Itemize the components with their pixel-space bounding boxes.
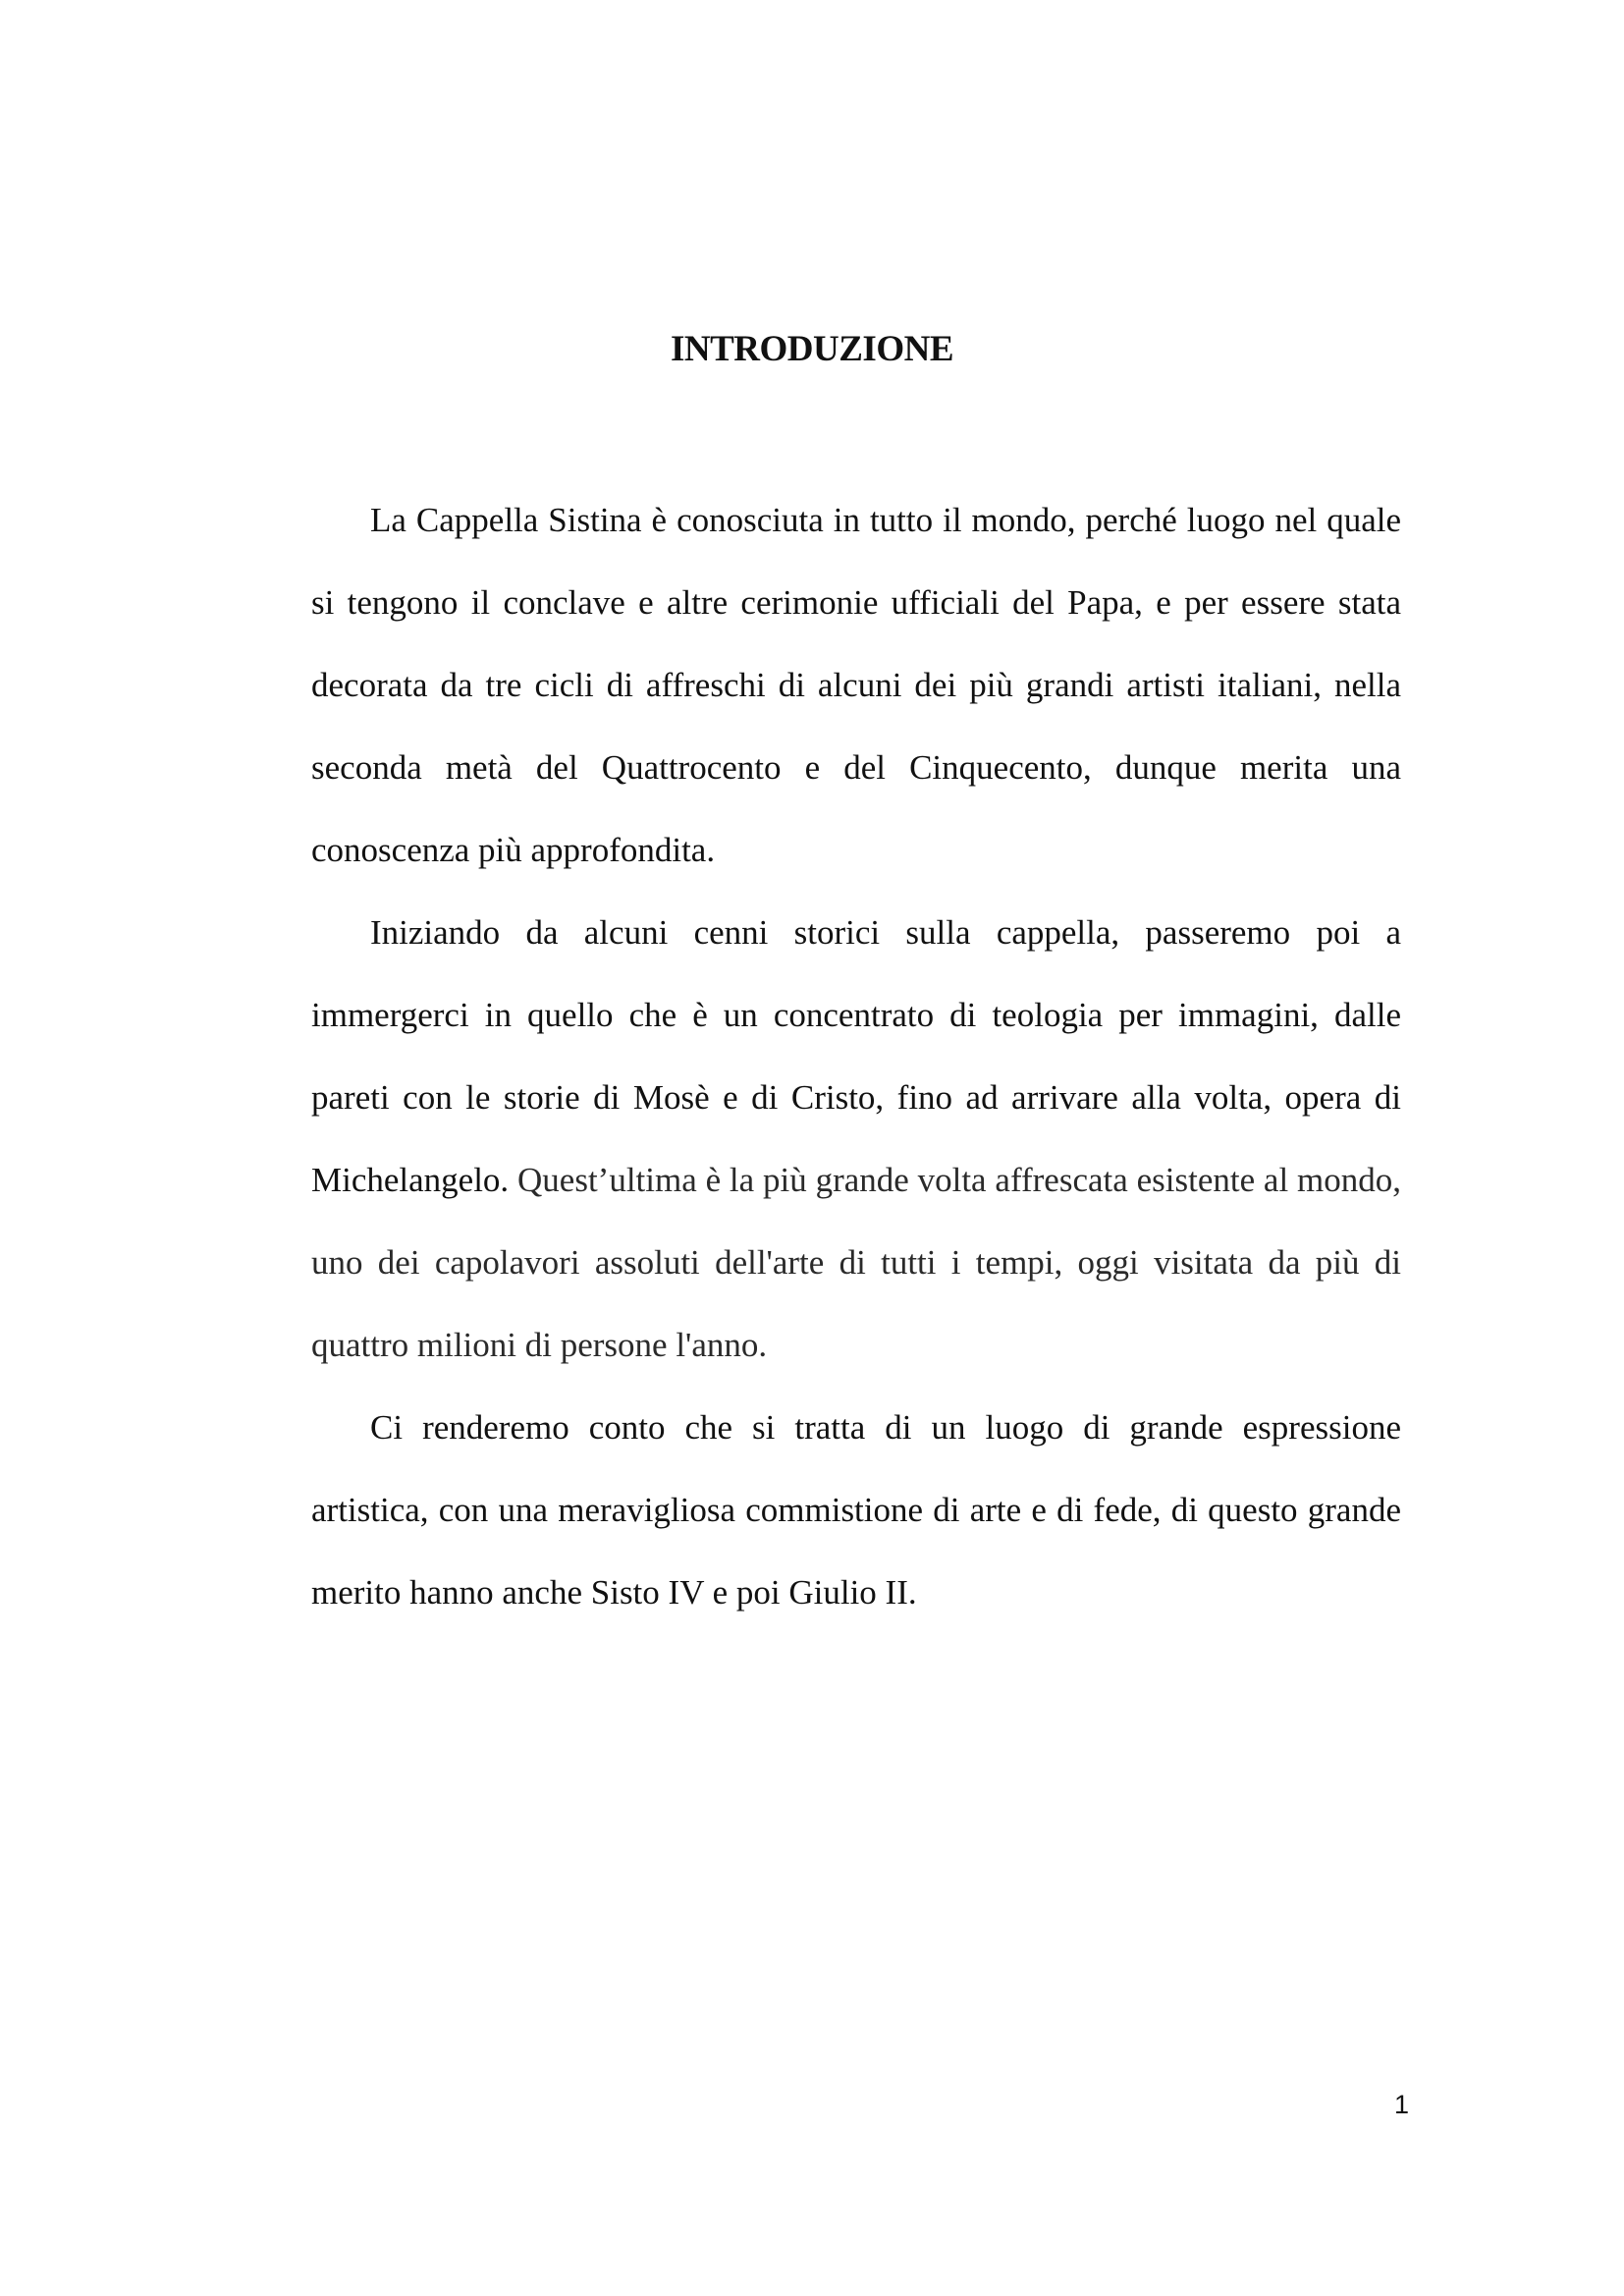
paragraph-1: La Cappella Sistina è conosciuta in tutto il mondo, perché luogo nel quale si tengono il conclave e altre cerimonie ufficiali del Papa, e per essere stata decorata da tre cicli di affreschi di alcuni dei più grandi artisti italiani, nella seconda metà del Quattrocento e del Cinquecento, dunque merita una conoscenza più approfondita. <box>311 501 1401 869</box>
paragraph-2-part-b: Quest’ultima è la più grande volta affrescata esistente al mondo, uno dei capolavori assoluti dell'arte di tutti i tempi, oggi visitata da più di quattro milioni di persone l'anno. <box>311 1161 1401 1364</box>
page-title: INTRODUZIONE <box>671 329 953 369</box>
page-number: 1 <box>1393 2090 1409 2119</box>
paragraph-2-part-a: Iniziando da alcuni cenni storici sulla cappella, passeremo poi a immergerci in quello che è un concentrato di teologia per immagini, dalle pareti con le storie di Mosè e di Cristo, fino ad arrivare alla volta, opera di Michelangelo. <box>311 913 1401 1199</box>
paragraph-3: Ci renderemo conto che si tratta di un luogo di grande espressione artistica, con una meravigliosa commistione di arte e di fede, di questo grande merito hanno anche Sisto IV e poi Giulio II. <box>311 1408 1401 1612</box>
paragraph-2 <box>311 892 1401 1387</box>
body-text <box>311 479 1401 1634</box>
